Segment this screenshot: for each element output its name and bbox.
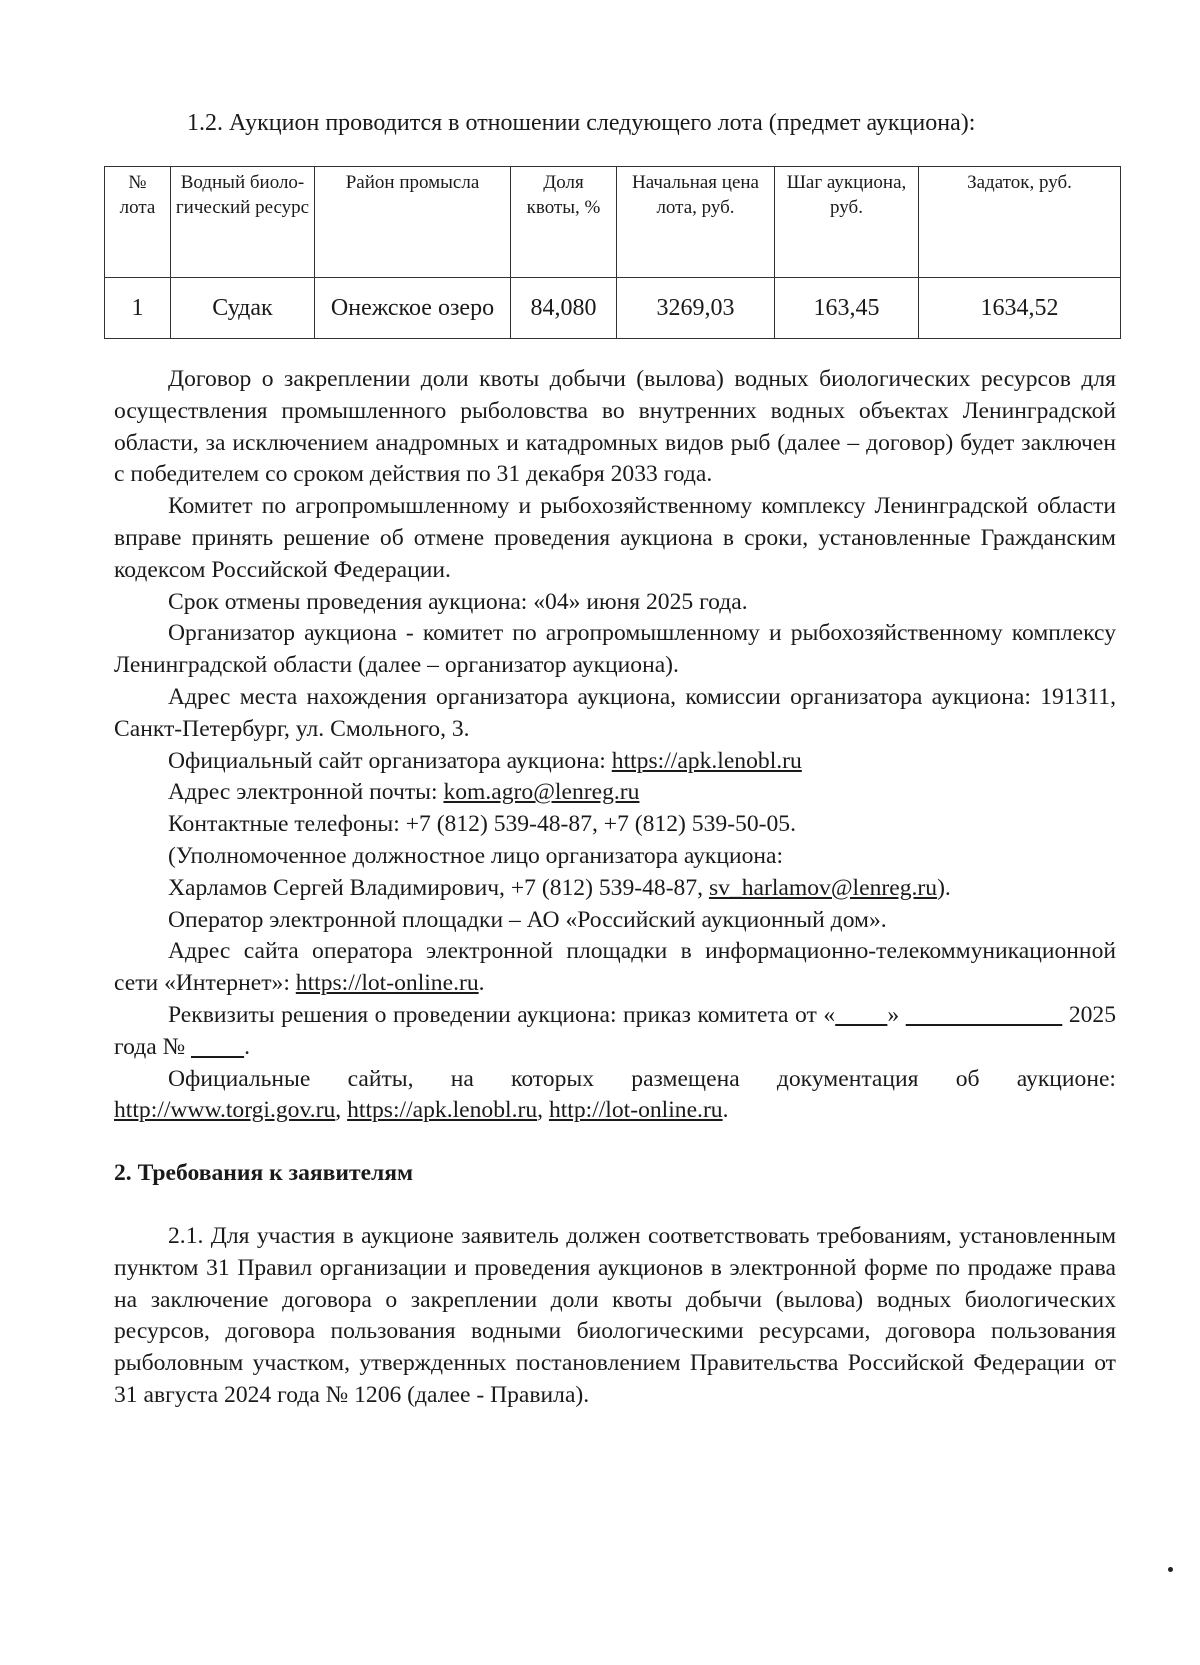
paragraph-official-title: (Уполномоченное должностное лицо организатора аукциона: bbox=[168, 842, 784, 869]
official-sites-text: Официальные сайты, на которых размещена документация об аукционе: bbox=[168, 1065, 1116, 1092]
paragraph-official-sites bbox=[114, 1064, 1116, 1128]
lot-online-link[interactable]: http://lot-online.ru bbox=[548, 1097, 723, 1124]
torgi-link[interactable]: http://www.torgi.gov.ru bbox=[114, 1097, 336, 1124]
official-sites-end: . bbox=[722, 1097, 729, 1124]
header-start-price: Начальная цена лота, руб. bbox=[617, 167, 775, 278]
official-sites-sep-2: , bbox=[537, 1097, 549, 1124]
lot-table-row bbox=[105, 278, 1121, 339]
decision-month-blank bbox=[906, 1002, 1063, 1028]
header-quota-share: Доля квоты, % bbox=[511, 167, 617, 278]
decision-text-d: . bbox=[244, 1033, 250, 1060]
header-deposit: Задаток, руб. bbox=[919, 167, 1121, 278]
paragraph-operator: Оператор электронной площадки – АО «Российский аукционный дом». bbox=[168, 906, 887, 933]
paragraph-official-contact bbox=[114, 873, 1116, 905]
paragraph-decision bbox=[114, 1000, 1116, 1064]
official-email-link[interactable]: sv_harlamov@lenreg.ru bbox=[708, 874, 938, 901]
paragraph-organizer: Организатор аукциона - комитет по агропромышленному и рыбохозяйственному комплексу Ленинградской области (далее – организатор аукциона). bbox=[114, 620, 1116, 679]
decision-text-a: Реквизиты решения о проведении аукциона: приказ комитета от « bbox=[168, 1001, 836, 1028]
paragraph-website bbox=[114, 746, 1116, 778]
organizer-email-link[interactable]: kom.agro@lenreg.ru bbox=[443, 779, 640, 806]
paragraph-phones: Контактные телефоны: +7 (812) 539-48-87, +7 (812) 539-50-05. bbox=[168, 811, 796, 838]
official-sites-sep-1: , bbox=[335, 1097, 348, 1124]
header-auction-step: Шаг аукциона, руб. bbox=[775, 167, 919, 278]
document-body bbox=[114, 364, 1116, 1412]
scan-speck bbox=[1168, 1567, 1173, 1572]
lot-intro: 1.2. Аукцион проводится в отношении следующего лота (предмет аукциона): bbox=[187, 110, 976, 136]
lot-table bbox=[104, 166, 1121, 339]
cell-resource: Судак bbox=[171, 278, 315, 339]
decision-day-blank bbox=[835, 1002, 887, 1028]
cell-auction-step: 163,45 bbox=[775, 278, 919, 339]
paragraph-cancel-date: Срок отмены проведения аукциона: «04» июня 2025 года. bbox=[168, 588, 748, 615]
cell-lot-number: 1 bbox=[105, 278, 171, 339]
operator-site-text: Адрес сайта оператора электронной площадки в информационно-телекоммуникационной сети «Интернет»: bbox=[114, 938, 1116, 997]
operator-site-link[interactable]: https://lot-online.ru bbox=[295, 970, 479, 997]
official-contact-text: Харламов Сергей Владимирович, +7 (812) 539-48-87, bbox=[168, 874, 709, 901]
cell-fishing-area: Онежское озеро bbox=[315, 278, 511, 339]
cell-deposit: 1634,52 bbox=[919, 278, 1121, 339]
header-lot-number: № лота bbox=[105, 167, 171, 278]
email-label: Адрес электронной почты: bbox=[168, 779, 444, 806]
header-resource: Водный биоло-гический ресурс bbox=[171, 167, 315, 278]
operator-site-end: . bbox=[478, 970, 485, 997]
decision-number-blank bbox=[191, 1034, 244, 1060]
header-fishing-area: Район промысла bbox=[315, 167, 511, 278]
decision-text-b: » bbox=[887, 1001, 906, 1028]
paragraph-requirements: 2.1. Для участия в аукционе заявитель должен соответствовать требованиям, установленным пунктом 31 Правил организации и проведения аукционов в электронной форме по продаже права на заключение договора о закреплении доли квоты добычи (вылова) водных биологических ресурсов, договора пользования водными биологическими ресурсами, договора пользования рыболовным участком, утвержденных постановлением Правительства Российской Федерации от 31 августа 2024 года № 1206 (далее - Правила). bbox=[114, 1222, 1116, 1408]
lot-table-header-row bbox=[105, 167, 1121, 278]
paragraph-operator-site bbox=[114, 936, 1116, 1000]
paragraph-contract: Договор о закреплении доли квоты добычи (вылова) водных биологических ресурсов для осуществления промышленного рыболовства во внутренних водных объектах Ленинградской области, за исключением анадромных и катадромных видов рыб (далее – договор) будет заключен с победителем со сроком действия по 31 декабря 2033 года. bbox=[114, 366, 1116, 488]
official-contact-end: ). bbox=[937, 874, 951, 901]
paragraph-email bbox=[114, 777, 1116, 809]
decision-text-c: 2025 года № bbox=[114, 1001, 1117, 1060]
section-2-heading: 2. Требования к заявителям bbox=[114, 1160, 414, 1187]
apk-link[interactable]: https://apk.lenobl.ru bbox=[347, 1097, 538, 1124]
cell-start-price: 3269,03 bbox=[617, 278, 775, 339]
paragraph-address: Адрес места нахождения организатора аукциона, комиссии организатора аукциона: 191311, Санкт-Петербург, ул. Смольного, 3. bbox=[114, 683, 1116, 742]
organizer-website-link[interactable]: https://apk.lenobl.ru bbox=[611, 747, 802, 774]
website-label: Официальный сайт организатора аукциона: bbox=[168, 747, 612, 774]
cell-quota-share: 84,080 bbox=[511, 278, 617, 339]
paragraph-cancel-right: Комитет по агропромышленному и рыбохозяйственному комплексу Ленинградской области вправе принять решение об отмене проведения аукциона в сроки, установленные Гражданским кодексом Российской Федерации. bbox=[114, 493, 1116, 583]
